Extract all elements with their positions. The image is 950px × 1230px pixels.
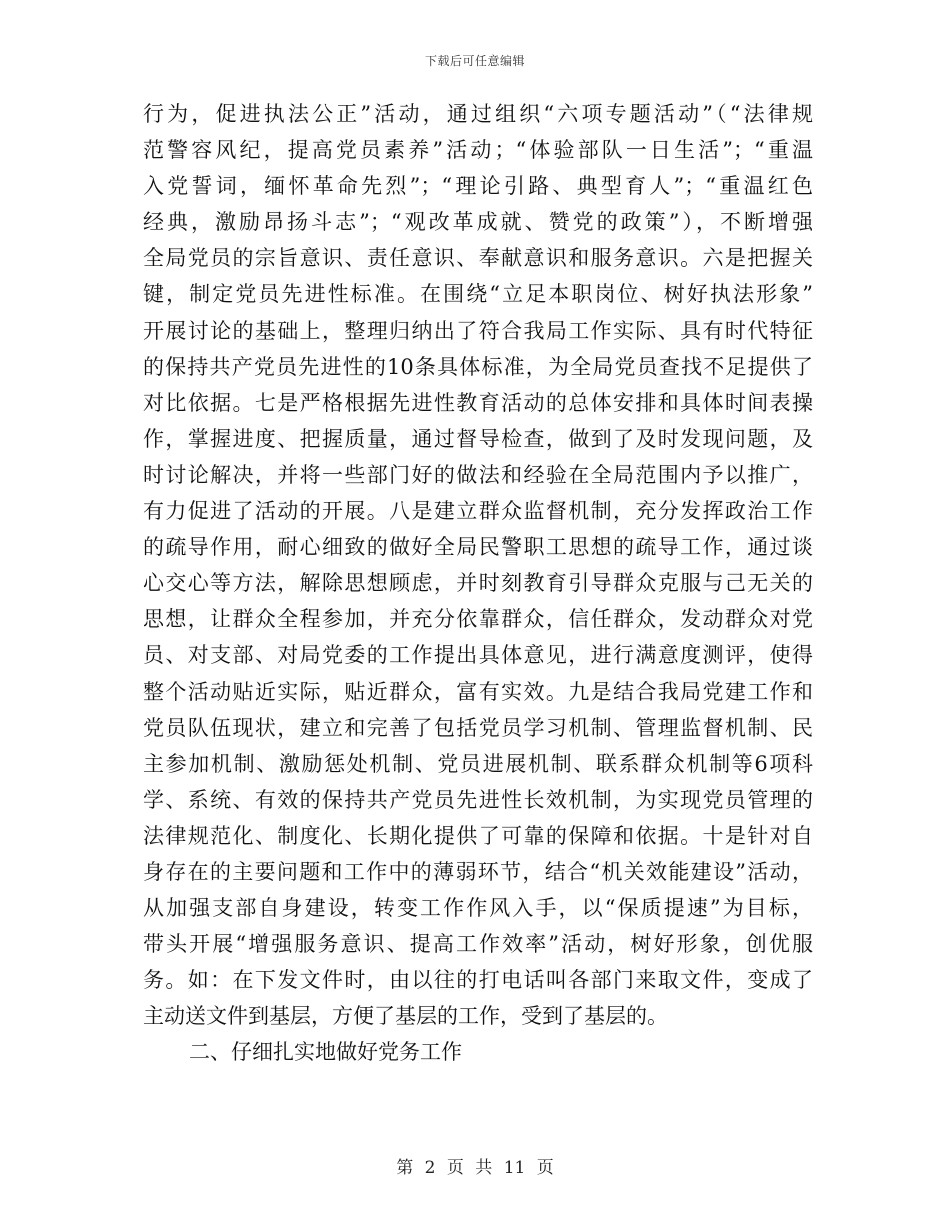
body-line: 学、系统、有效的保持共产党员先进性长效机制，为实现党员管理的 [143, 787, 813, 812]
body-line: 从加强支部自身建设，转变工作作风入手，以“保质提速”为目标， [143, 896, 813, 921]
body-line: 的保持共产党员先进性的10条具体标准，为全局党员查找不足提供了 [143, 354, 813, 379]
body-line: 的疏导作用，耐心细致的做好全局民警职工思想的疏导工作，通过谈 [143, 535, 813, 560]
body-line: 作，掌握进度、把握质量，通过督导检查，做到了及时发现问题，及 [143, 426, 813, 451]
body-line: 心交心等方法，解除思想顾虑，并时刻教育引导群众克服与己无关的 [143, 571, 813, 596]
page-number: 第 2 页 共 11 页 [396, 1158, 554, 1178]
body-line: 整个活动贴近实际，贴近群众，富有实效。九是结合我局党建工作和 [143, 679, 813, 704]
body-line: 经典，激励昂扬斗志”；“观改革成就、赞党的政策”），不断增强 [143, 210, 813, 235]
body-line: 时讨论解决，并将一些部门好的做法和经验在全局范围内予以推广， [143, 462, 813, 487]
document-body [143, 96, 813, 1071]
body-line: 务。如：在下发文件时，由以往的打电话叫各部门来取文件，变成了 [143, 968, 813, 993]
body-line: 全局党员的宗旨意识、责任意识、奉献意识和服务意识。六是把握关 [143, 246, 813, 271]
body-line: 范警容风纪，提高党员素养”活动；“体验部队一日生活”；“重温 [143, 138, 813, 163]
body-line: 员、对支部、对局党委的工作提出具体意见，进行满意度测评，使得 [143, 643, 813, 668]
body-line: 主参加机制、激励惩处机制、党员进展机制、联系群众机制等6项科 [143, 751, 813, 776]
body-line: 键，制定党员先进性标准。在围绕“立足本职岗位、树好执法形象” [143, 282, 813, 307]
body-line: 行为，促进执法公正”活动，通过组织“六项专题活动”（“法律规 [143, 102, 813, 126]
body-line: 有力促进了活动的开展。八是建立群众监督机制，充分发挥政治工作 [143, 499, 813, 524]
body-line: 入党誓词，缅怀革命先烈”；“理论引路、典型育人”；“重温红色 [143, 174, 813, 199]
body-line: 带头开展“增强服务意识、提高工作效率”活动，树好形象，创优服 [143, 932, 813, 957]
body-line: 对比依据。七是严格根据先进性教育活动的总体安排和具体时间表操 [143, 390, 813, 415]
section-heading: 二、仔细扎实地做好党务工作 [189, 1040, 462, 1065]
body-line: 身存在的主要问题和工作中的薄弱环节，结合“机关效能建设”活动， [143, 859, 813, 884]
body-line: 思想，让群众全程参加，并充分依靠群众，信任群众，发动群众对党 [143, 607, 813, 632]
body-line: 开展讨论的基础上，整理归纳出了符合我局工作实际、具有时代特征 [143, 318, 813, 343]
body-line: 主动送文件到基层，方便了基层的工作，受到了基层的。 [143, 1004, 668, 1029]
body-line: 法律规范化、制度化、长期化提供了可靠的保障和依据。十是针对自 [143, 823, 813, 848]
page-header: 下载后可任意编辑 [424, 54, 525, 68]
body-line: 党员队伍现状，建立和完善了包括党员学习机制、管理监督机制、民 [143, 715, 813, 740]
